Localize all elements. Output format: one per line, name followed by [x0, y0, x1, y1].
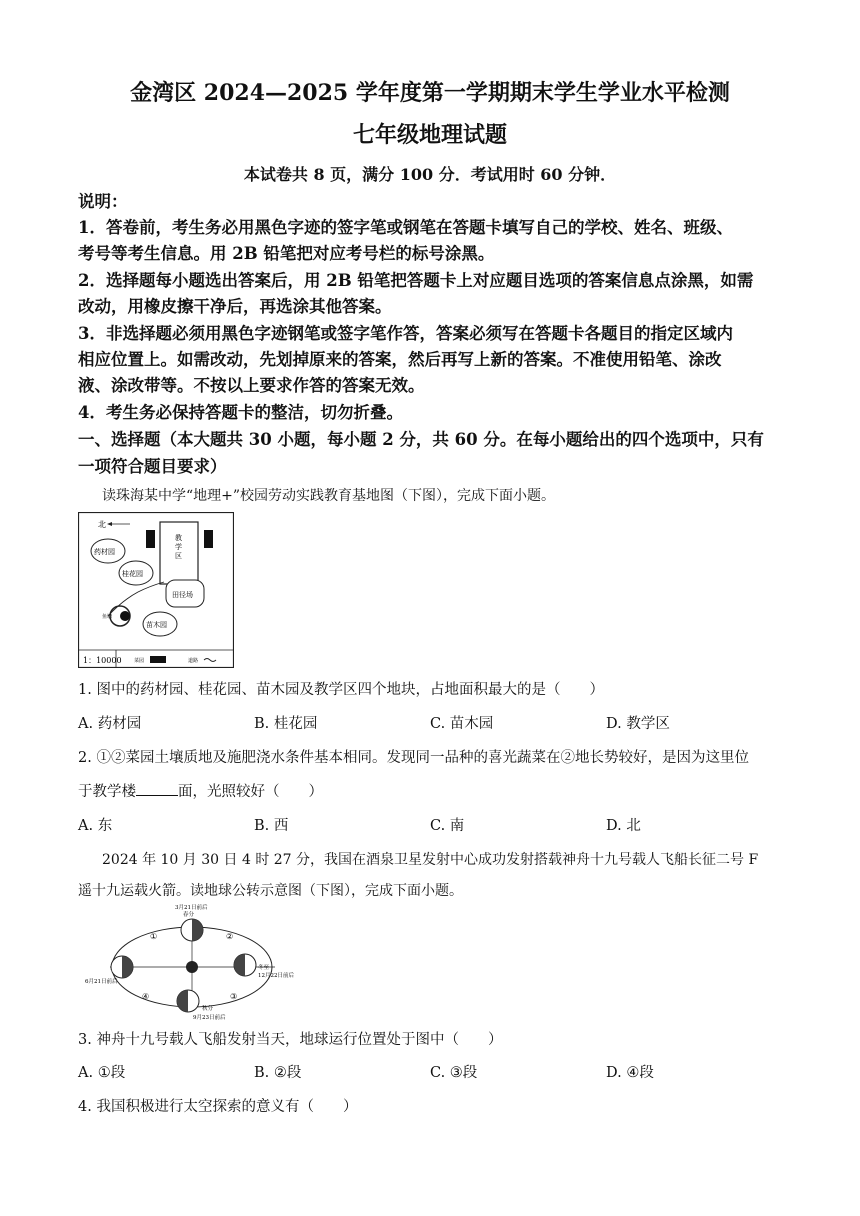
- segment-1-label: ①: [150, 932, 158, 941]
- map-scale: 1：10000: [83, 656, 122, 665]
- question-2-stem: 2. ①②菜园土壤质地及施肥浇水条件基本相同。发现同一品种的喜光蔬菜在②地长势较好，是因为这里位: [78, 750, 749, 766]
- herb-garden-label: 药材园: [94, 548, 115, 556]
- question-2-stem-cont: [78, 780, 323, 801]
- q3-option-d[interactable]: D. ④段: [606, 1065, 654, 1081]
- orbit-intro: 2024 年 10 月 30 日 4 时 27 分，我国在酒泉卫星发射中心成功发射搭载神舟十九号载人飞船长征二号 F: [102, 852, 759, 868]
- legend-road-label: 道路: [188, 658, 199, 664]
- answer-blank: [136, 781, 178, 796]
- segment-4-label: ④: [142, 992, 150, 1001]
- q1-option-c[interactable]: C. 苗木园: [430, 716, 494, 732]
- instruction-line: 相应位置上。如需改动，先划掉原来的答案，然后再写上新的答案。不准使用铅笔、涂改: [78, 350, 722, 369]
- osmanthus-garden-label: 桂花园: [122, 570, 143, 578]
- nursery-garden-label: 苗木园: [146, 621, 167, 629]
- segment-3-label: ③: [230, 992, 238, 1001]
- instruction-line: 4．考生务必保持答题卡的整洁，切勿折叠。: [78, 403, 403, 422]
- campus-map-figure: [78, 512, 234, 668]
- earth-orbit-diagram: [80, 903, 330, 1023]
- question-1-stem: 1. 图中的药材园、桂花园、苗木园及教学区四个地块，占地面积最大的是（ ）: [78, 682, 604, 698]
- q2-option-b[interactable]: B. 西: [254, 818, 289, 834]
- q2-stem-part: 面，光照较好（ ）: [178, 784, 323, 800]
- teaching-label: 学: [175, 543, 182, 551]
- instruction-line: 2．选择题每小题选出答案后，用 2B 铅笔把答题卡上对应题目选项的答案信息点涂黑，如需: [78, 271, 754, 290]
- legend-vegetable-icon: [150, 656, 166, 663]
- north-label: 北: [98, 520, 106, 529]
- orbit-intro-cont: 遥十九运载火箭。读地球公转示意图（下图），完成下面小题。: [78, 883, 463, 899]
- section-heading-cont: 一项符合题目要求）: [78, 457, 227, 476]
- fish-pond-label: 鱼塘: [102, 614, 113, 620]
- q3-option-c[interactable]: C. ③段: [430, 1065, 478, 1081]
- q1-option-d[interactable]: D. 教学区: [606, 716, 670, 732]
- spring-label: 春分: [183, 912, 195, 918]
- teaching-label: 教: [175, 534, 182, 542]
- exam-title: 金湾区 2024—2025 学年度第一学期期末学生学业水平检测: [130, 80, 730, 106]
- vegetable-plot-2: [204, 530, 213, 548]
- winter-date-label: 12月22日前后: [258, 973, 294, 979]
- sports-field-label: 田径场: [172, 591, 193, 599]
- autumn-label: 秋分: [202, 1006, 214, 1012]
- q2-stem-part: 于教学楼: [78, 784, 136, 800]
- q1-option-a[interactable]: A. 药材园: [78, 716, 142, 732]
- teaching-label: 区: [175, 552, 182, 560]
- q2-option-a[interactable]: A. 东: [78, 818, 113, 834]
- spring-date-label: 3月21日前后: [175, 905, 208, 911]
- map-intro: 读珠海某中学“地理+”校园劳动实践教育基地图（下图），完成下面小题。: [102, 488, 556, 504]
- q2-option-c[interactable]: C. 南: [430, 818, 465, 834]
- exam-info: 本试卷共 8 页，满分 100 分．考试用时 60 分钟．: [243, 165, 617, 184]
- q3-option-a[interactable]: A. ①段: [78, 1065, 126, 1081]
- segment-2-label: ②: [226, 932, 234, 941]
- instruction-line: 考号等考生信息。用 2B 铅笔把对应考号栏的标号涂黑。: [78, 244, 495, 263]
- autumn-date-label: 9月23日前后: [193, 1015, 226, 1021]
- q3-option-b[interactable]: B. ②段: [254, 1065, 302, 1081]
- instruction-line: 1．答卷前，考生务必用黑色字迹的签字笔或钢笔在答题卡填写自己的学校、姓名、班级、: [78, 218, 733, 237]
- instruction-line: 液、涂改带等。不按以上要求作答的答案无效。: [78, 376, 425, 395]
- instruction-line: 3．非选择题必须用黑色字迹钢笔或签字笔作答，答案必须写在答题卡各题目的指定区域内: [78, 324, 733, 343]
- question-3-stem: 3. 神舟十九号载人飞船发射当天，地球运行位置处于图中（ ）: [78, 1032, 503, 1048]
- q2-option-d[interactable]: D. 北: [606, 818, 641, 834]
- exam-subtitle: 七年级地理试题: [352, 122, 507, 148]
- section-heading: 一、选择题（本大题共 30 小题，每小题 2 分，共 60 分。在每小题给出的四个选项中，只有: [78, 430, 764, 449]
- instructions-heading: 说明：: [78, 192, 128, 211]
- summer-label: 夏至: [111, 967, 123, 973]
- summer-date-label: 6月21日前后: [85, 979, 118, 985]
- q1-option-b[interactable]: B. 桂花园: [254, 716, 318, 732]
- legend-vegetable-label: 菜园: [134, 658, 145, 664]
- instruction-line: 改动，用橡皮擦干净后，再选涂其他答案。: [78, 297, 392, 316]
- vegetable-plot-1: [146, 530, 155, 548]
- question-4-stem: 4. 我国积极进行太空探索的意义有（ ）: [78, 1099, 358, 1115]
- winter-label: 冬至: [258, 965, 270, 971]
